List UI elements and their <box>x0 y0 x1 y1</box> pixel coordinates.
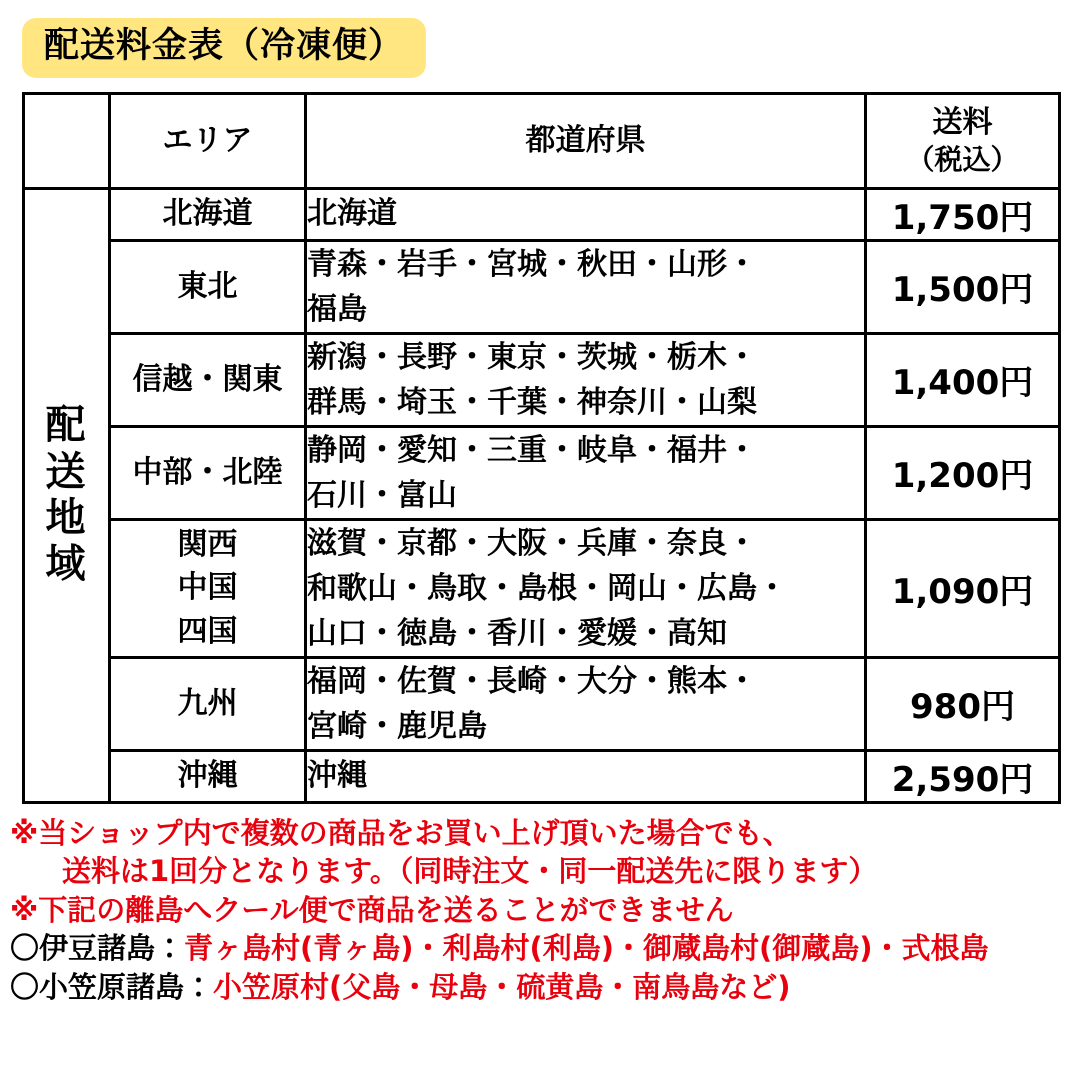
note-line-2: 送料は1回分となります。（同時注文・同一配送先に限ります） <box>62 854 878 889</box>
table-row <box>24 240 1060 333</box>
note-line-5 <box>10 968 1072 1007</box>
prefecture-cell <box>306 750 866 802</box>
fee-cell: 980円 <box>866 657 1060 750</box>
side-label-delivery-area <box>24 188 110 802</box>
note-line-4-label: 〇伊豆諸島： <box>10 931 185 966</box>
area-line: 四国 <box>177 613 238 649</box>
area-cell <box>110 750 306 802</box>
area-line: 中部・北陸 <box>132 454 283 490</box>
prefecture-cell <box>306 657 866 750</box>
note-line-5-label: 〇小笠原諸島： <box>10 969 214 1004</box>
note-line-4-value: 青ヶ島村(青ヶ島)・利島村(利島)・御蔵島村(御蔵島)・式根島 <box>184 931 989 966</box>
prefecture-cell <box>306 188 866 240</box>
area-cell <box>110 240 306 333</box>
prefecture-line: 福岡・佐賀・長崎・大分・熊本・ <box>307 663 757 699</box>
area-line: 北海道 <box>162 196 253 232</box>
table-row <box>24 750 1060 802</box>
shipping-fee-table <box>22 92 1061 804</box>
area-cell <box>110 426 306 519</box>
header-fee-line2: （税込） <box>906 142 1019 176</box>
area-line: 中国 <box>177 570 238 606</box>
prefecture-line: 山口・徳島・香川・愛媛・高知 <box>307 615 727 651</box>
prefecture-line: 石川・富山 <box>307 477 457 513</box>
fee-cell: 2,590円 <box>866 750 1060 802</box>
note-line-4 <box>10 929 1072 968</box>
fee-cell: 1,750円 <box>866 188 1060 240</box>
prefecture-line: 静岡・愛知・三重・岐阜・福井・ <box>307 432 757 468</box>
header-fee <box>866 93 1060 188</box>
fee-cell: 1,200円 <box>866 426 1060 519</box>
prefecture-cell <box>306 333 866 426</box>
prefecture-line: 新潟・長野・東京・茨城・栃木・ <box>307 339 757 375</box>
area-cell <box>110 519 306 657</box>
prefecture-line: 群馬・埼玉・千葉・神奈川・山梨 <box>307 384 757 420</box>
fee-table-wrapper <box>22 92 1058 804</box>
fee-cell: 1,500円 <box>866 240 1060 333</box>
prefecture-line: 和歌山・鳥取・島根・岡山・広島・ <box>307 570 787 606</box>
page-title: 配送料金表（冷凍便） <box>22 18 426 78</box>
table-row <box>24 333 1060 426</box>
title-section <box>0 0 1080 78</box>
side-label-char-3: 域 <box>45 541 88 588</box>
prefecture-line: 福島 <box>307 291 367 327</box>
area-line: 沖縄 <box>177 758 238 794</box>
prefecture-line: 宮崎・鹿児島 <box>307 708 487 744</box>
area-line: 東北 <box>177 268 238 304</box>
note-line-5-value: 小笠原村(父島・母島・硫黄島・南鳥島など) <box>213 969 791 1004</box>
header-area: エリア <box>110 93 306 188</box>
table-header-row <box>24 93 1060 188</box>
prefecture-cell <box>306 519 866 657</box>
note-line-3: ※下記の離島へクール便で商品を送ることができません <box>10 892 734 927</box>
note-line-1: ※当ショップ内で複数の商品をお買い上げ頂いた場合でも、 <box>10 815 792 850</box>
area-cell <box>110 333 306 426</box>
fee-cell: 1,400円 <box>866 333 1060 426</box>
prefecture-cell <box>306 426 866 519</box>
table-row <box>24 188 1060 240</box>
side-label-char-1: 送 <box>45 448 88 495</box>
area-cell <box>110 188 306 240</box>
notes-section <box>10 814 1072 1007</box>
header-blank-cell <box>24 93 110 188</box>
header-prefecture: 都道府県 <box>306 93 866 188</box>
area-line: 関西 <box>177 526 238 562</box>
header-fee-line1: 送料 <box>932 105 993 141</box>
area-cell <box>110 657 306 750</box>
prefecture-line: 青森・岩手・宮城・秋田・山形・ <box>307 246 757 282</box>
prefecture-cell <box>306 240 866 333</box>
prefecture-line: 滋賀・京都・大阪・兵庫・奈良・ <box>307 525 757 561</box>
table-row <box>24 426 1060 519</box>
side-label-char-0: 配 <box>45 402 88 449</box>
prefecture-line: 北海道 <box>307 196 397 231</box>
side-label-char-2: 地 <box>45 495 88 541</box>
area-line: 信越・関東 <box>132 361 283 397</box>
table-row <box>24 657 1060 750</box>
area-line: 九州 <box>177 685 238 721</box>
prefecture-line: 沖縄 <box>307 758 367 793</box>
fee-cell: 1,090円 <box>866 519 1060 657</box>
table-row <box>24 519 1060 657</box>
